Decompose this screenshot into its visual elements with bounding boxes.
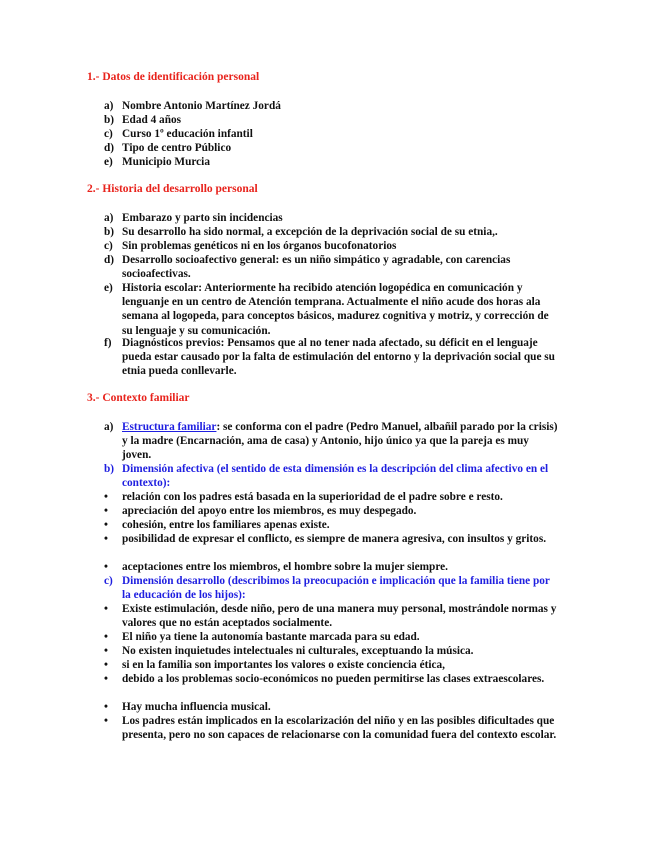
bullet-item: • Los padres están implicados en la escolarización del niño y en las posibles dificultades que presenta, pero no son capaces de relacionarse con la comunidad fuera del contexto escolar. (104, 715, 557, 742)
section-1-title: 1.- Datos de identificación personal (87, 71, 260, 83)
affective-dimension-item: b) Dimensión afectiva (el sentido de esta dimensión es la descripción del clima afectivo en el contexto): (104, 463, 549, 490)
list-item: d) Tipo de centro Público (104, 142, 232, 154)
bullet-item: • debido a los problemas socio-económicos no pueden permitirse las clases extraescolares. (104, 673, 545, 685)
bullet-item: • Hay mucha influencia musical. (104, 701, 271, 713)
list-item: e) Municipio Murcia (104, 156, 210, 168)
bullet-item: • aceptaciones entre los miembros, el hombre sobre la mujer siempre. (104, 561, 448, 573)
bullet-item: • relación con los padres está basada en la superioridad de el padre sobre e resto. (104, 491, 503, 503)
list-item: f) Diagnósticos previos: Pensamos que al no tener nada afectado, su déficit en el lenguaje pueda estar causado por la falta de estimulación del entorno y la deprivación social que su etnia pueda conllevarle. (104, 337, 555, 378)
bullet-icon: • (104, 533, 108, 545)
bullet-item: • posibilidad de expresar el conflicto, es siempre de manera agresiva, con insultos y gritos. (104, 533, 547, 545)
bullet-item: • apreciación del apoyo entre los miembros, es muy despegado. (104, 505, 417, 517)
list-item: d) Desarrollo socioafectivo general: es un niño simpático y agradable, con carencias socioafectivas. (104, 254, 511, 281)
family-structure-label: Estructura familiar (122, 421, 217, 433)
bullet-item: • El niño ya tiene la autonomía bastante marcada para su edad. (104, 631, 420, 643)
section-2-heading (87, 182, 258, 196)
bullet-icon: • (104, 519, 108, 531)
list-item: a) Nombre Antonio Martínez Jordá (104, 100, 281, 112)
bullet-icon: • (104, 659, 108, 671)
bullet-icon: • (104, 491, 108, 503)
bullet-item: • cohesión, entre los familiares apenas existe. (104, 519, 330, 531)
bullet-icon: • (104, 561, 108, 573)
section-3-title: 3.- Contexto familiar (87, 392, 190, 404)
bullet-icon: • (104, 631, 108, 643)
family-structure-item: a) Estructura familiar: se conforma con el padre (Pedro Manuel, albañil parado por la crisis) y la madre (Encarnación, ama de casa) y Antonio, hijo único ya que la pareja es muy joven. (104, 421, 558, 462)
bullet-icon: • (104, 701, 108, 713)
list-item: c) Curso 1º educación infantil (104, 128, 253, 140)
bullet-icon: • (104, 673, 108, 685)
bullet-icon: • (104, 505, 108, 517)
bullet-icon: • (104, 645, 108, 657)
section-1-heading (87, 70, 259, 84)
section-2-title: 2.- Historia del desarrollo personal (87, 183, 258, 195)
bullet-item: • Existe estimulación, desde niño, pero de una manera muy personal, mostrándole normas y valores que no están aceptados socialmente. (104, 603, 557, 630)
family-structure-text: : se conforma con el padre (Pedro Manuel, albañil parado por la crisis) y la madre (Encarnación, ama de casa) y Antonio, hijo único ya que la pareja es muy joven. (122, 421, 558, 462)
list-item: b) Su desarrollo ha sido normal, a excepción de la deprivación social de su etnia,. (104, 226, 498, 238)
list-item: b) Edad 4 años (104, 114, 182, 126)
bullet-icon: • (104, 715, 108, 727)
bullet-item: • si en la familia son importantes los valores o existe conciencia ética, (104, 659, 445, 671)
bullet-item: • No existen inquietudes intelectuales ni culturales, exceptuando la música. (104, 645, 474, 657)
bullet-icon: • (104, 603, 108, 615)
list-item: a) Embarazo y parto sin incidencias (104, 212, 283, 224)
list-item: e) Historia escolar: Anteriormente ha recibido atención logopédica en comunicación y lenguanje en un centro de Atención temprana. Actualmente el niño acude dos horas ala semana al logopeda, para conceptos básicos, madurez cognitiva y motriz, y corrección de su lenguaje y su comunicación. (104, 282, 549, 337)
list-item: c) Sin problemas genéticos ni en los órganos bucofonatorios (104, 240, 397, 252)
section-3-heading (87, 391, 190, 405)
development-dimension-item: c) Dimensión desarrollo (describimos la preocupación e implicación que la familia tiene por la educación de los hijos): (104, 575, 550, 602)
